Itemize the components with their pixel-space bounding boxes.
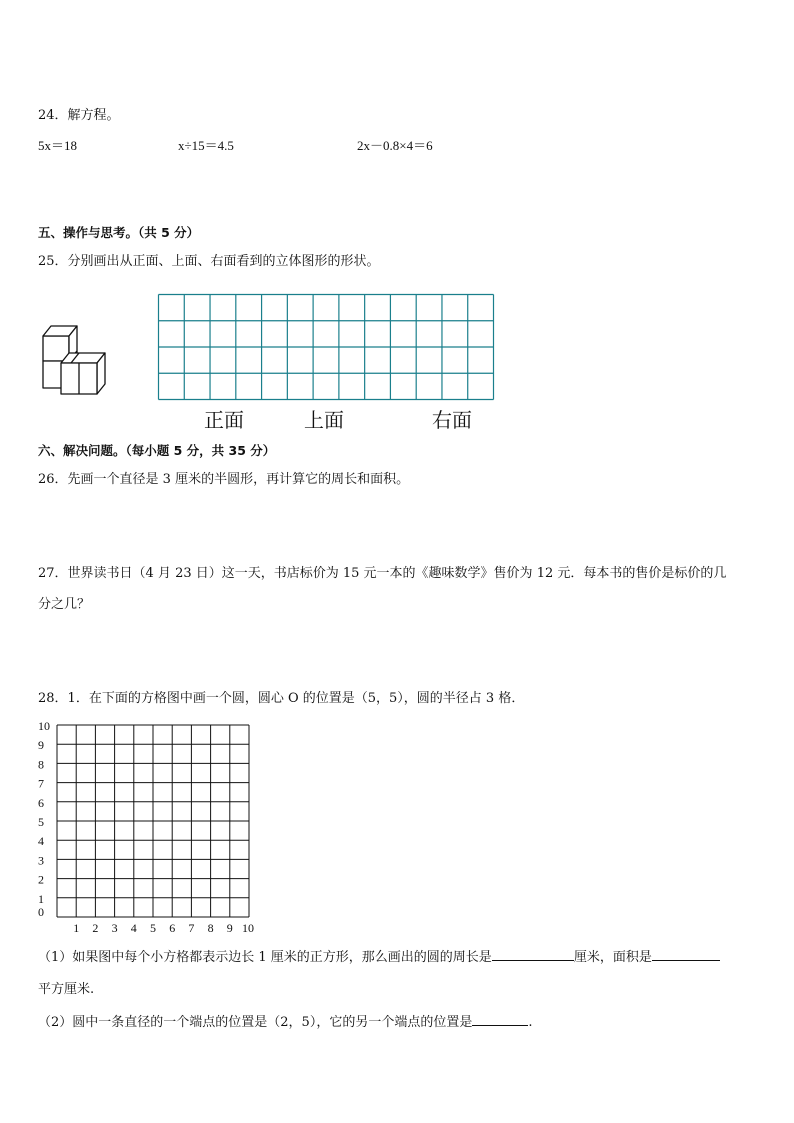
x-tick-label: 3 [111,921,118,935]
q27-line1: 27．世界读书日（4 月 23 日）这一天，书店标价为 15 元一本的《趣味数学》售价为 12 元．每本书的售价是标价的几 [38,566,727,581]
q28-sub2-text-a: （2）圆中一条直径的一个端点的位置是（2，5），它的另一个端点的位置是 [38,1015,473,1030]
q25-title: 25．分别画出从正面、上面、右面看到的立体图形的形状。 [38,254,380,269]
y-tick-label: 6 [38,795,44,810]
y-tick-label: 4 [38,834,44,849]
x-tick-label: 9 [226,921,233,935]
view-label-right: 右面 [432,408,472,432]
y-tick-label: 2 [38,872,44,887]
q28-title: 28．1．在下面的方格图中画一个圆，圆心 O 的位置是（5，5），圆的半径占 3 格． [38,691,525,706]
q24-title: 24．解方程。 [38,108,120,123]
q28-sub1-text-a: （1）如果图中每个小方格都表示边长 1 厘米的正方形，那么画出的圆的周长是 [38,950,492,965]
x-tick-label: 5 [150,921,156,935]
view-label-top: 上面 [304,408,344,432]
x-tick-label: 10 [242,921,254,935]
q28-sub2-text-b: . [528,1015,533,1030]
equation-3: 2x－0.8×4＝6 [357,138,433,153]
x-tick-label: 8 [207,921,214,935]
coordinate-grid[interactable] [36,716,256,936]
q28-sub1-text-b: 厘米，面积是 [573,950,652,965]
q26-text: 26．先画一个直径是 3 厘米的半圆形，再计算它的周长和面积。 [38,472,410,487]
x-tick-label: 1 [73,921,80,935]
equation-1: 5x＝18 [38,138,78,153]
y-tick-label: 10 [38,719,50,733]
y-tick-label: 1 [38,891,44,906]
y-tick-label: 5 [38,815,44,829]
y-tick-label: 0 [38,905,44,919]
section6-title: 六、解决问题。（每小题 5 分，共 35 分） [38,443,276,458]
q27-line2: 分之几？ [38,597,91,612]
q28-sub2 [38,1011,532,1030]
x-tick-label: 7 [188,921,195,935]
area-blank[interactable] [652,948,720,961]
cube-figure [42,325,112,395]
y-tick-label: 7 [38,776,44,791]
equation-2: x÷15＝4.5 [178,138,234,153]
endpoint-blank[interactable] [472,1013,528,1026]
x-tick-label: 6 [169,921,176,935]
q28-sub1-line2: 平方厘米. [38,982,95,997]
view-label-front: 正面 [204,408,244,432]
x-tick-label: 2 [92,921,99,935]
section5-title: 五、操作与思考。（共 5 分） [38,225,200,240]
view-answer-grid[interactable] [158,294,494,400]
x-tick-label: 4 [130,921,137,935]
y-tick-label: 3 [38,853,44,868]
y-tick-label: 8 [38,757,44,772]
q28-sub1-line1 [38,946,720,965]
circumference-blank[interactable] [492,948,574,961]
y-tick-label: 9 [38,738,44,753]
